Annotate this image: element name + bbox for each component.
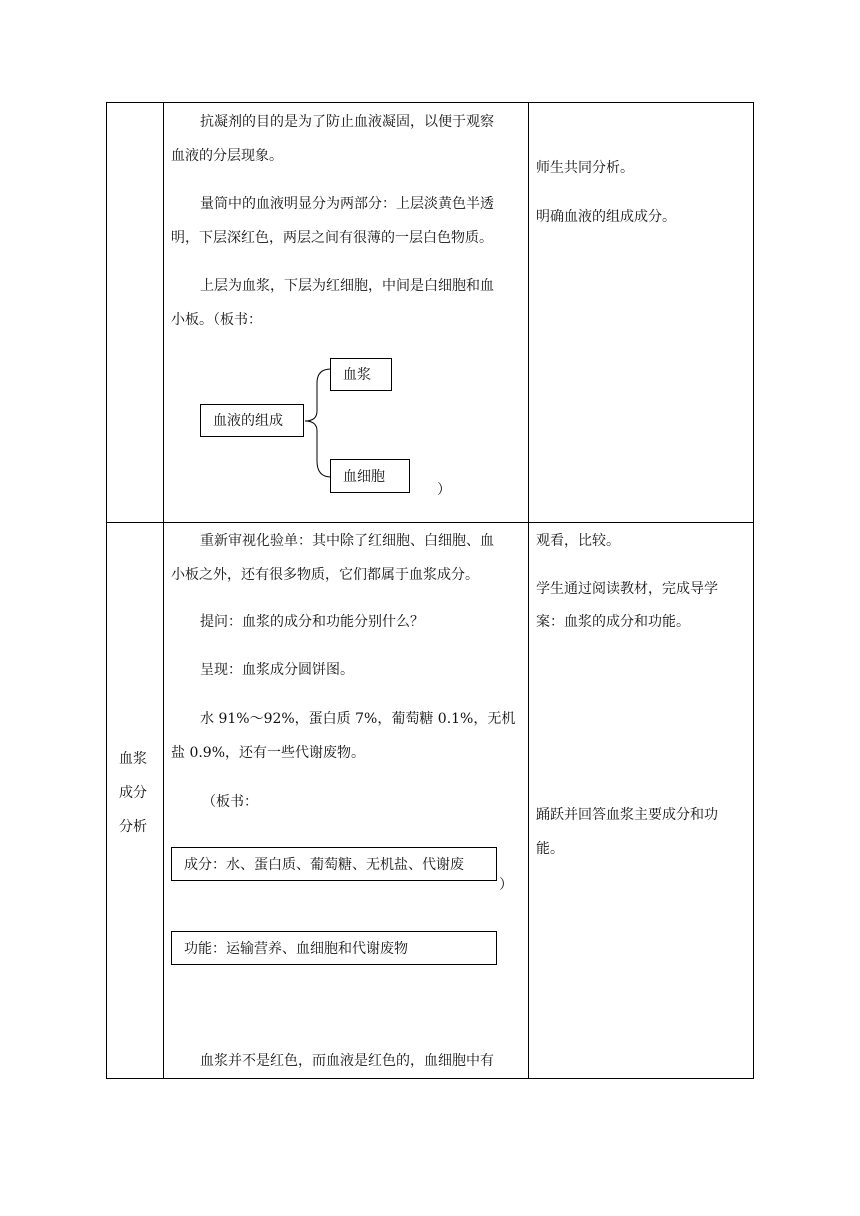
- r2-middle-p4-line2: 盐 0.9%，还有一些代谢废物。: [171, 745, 366, 761]
- r2-left-line2: 成分: [119, 785, 147, 801]
- r2-left-line1: 血浆: [119, 751, 147, 767]
- r2-left-line3: 分析: [119, 819, 147, 835]
- r2-middle-p6: 血浆并不是红色，而血液是红色的，血细胞中有: [200, 1053, 494, 1069]
- r2-right-line2-2: 案：血浆的成分和功能。: [536, 614, 690, 630]
- r2-close-paren: ）: [499, 877, 513, 893]
- r1-middle-p1-line2: 血液的分层现象。: [171, 148, 283, 164]
- r1-middle-p3-line2: 小板。（板书：: [171, 312, 262, 328]
- r2-middle-p4-line1: 水 91%～92%，蛋白质 7%，葡萄糖 0.1%，无机: [200, 711, 516, 727]
- r1-middle-p2-line2: 明，下层深红色，两层之间有很薄的一层白色物质。: [171, 230, 493, 246]
- r2-right-line3-1: 踊跃并回答血浆主要成分和功: [536, 807, 718, 823]
- plasma-components-box: [171, 847, 497, 881]
- diagram-root-label: 血液的组成: [213, 413, 283, 429]
- plasma-components-label: 成分：水、蛋白质、葡萄糖、无机盐、代谢废: [184, 857, 464, 873]
- diagram-bottom-label: 血细胞: [343, 469, 385, 485]
- r2-right-line2-1: 学生通过阅读教材，完成导学: [536, 581, 718, 597]
- r1-middle-p3-line1: 上层为血浆，下层为红细胞，中间是白细胞和血: [200, 278, 494, 294]
- r1-right-line1: 师生共同分析。: [536, 160, 634, 176]
- diagram-root-box: [200, 404, 304, 437]
- r1-right-line2: 明确血液的组成成分。: [536, 209, 676, 225]
- r1-middle-p2-line1: 量筒中的血液明显分为两部分：上层淡黄色半透: [200, 196, 494, 212]
- r2-right-line1: 观看，比较。: [536, 533, 620, 549]
- r2-right-line3-2: 能。: [536, 841, 564, 857]
- r2-middle-p2: 提问：血浆的成分和功能分别什么？: [200, 614, 424, 630]
- plasma-functions-box: [171, 931, 497, 965]
- r1-middle-p1-line1: 抗凝剂的目的是为了防止血液凝固，以便于观察: [200, 114, 494, 130]
- column-divider-1: [163, 103, 164, 1078]
- r2-middle-p5: （板书：: [202, 794, 258, 810]
- column-divider-2: [528, 103, 529, 1078]
- r2-middle-p3: 呈现：血浆成分圆饼图。: [200, 662, 354, 678]
- diagram-bottom-box: [330, 459, 410, 493]
- diagram-top-box: [330, 358, 392, 391]
- plasma-functions-label: 功能：运输营养、血细胞和代谢废物: [184, 941, 408, 957]
- diagram-top-label: 血浆: [343, 367, 371, 383]
- row-divider: [107, 522, 753, 523]
- r1-close-paren: ）: [437, 482, 451, 498]
- diagram-brace: [300, 365, 334, 485]
- r2-middle-p1-line2: 小板之外，还有很多物质，它们都属于血浆成分。: [171, 567, 479, 583]
- r2-middle-p1-line1: 重新审视化验单：其中除了红细胞、白细胞、血: [200, 533, 494, 549]
